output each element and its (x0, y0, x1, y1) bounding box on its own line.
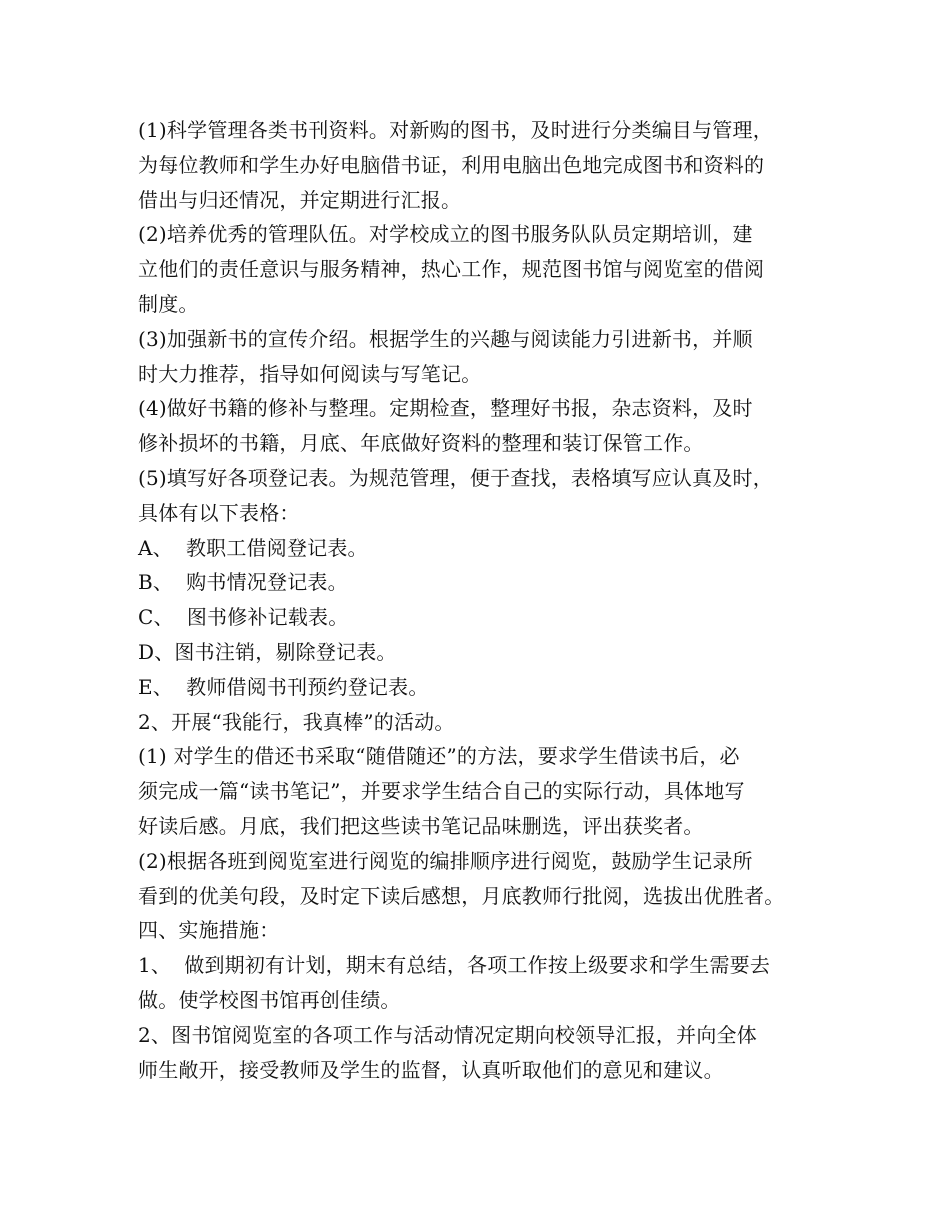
text-line: (1)科学管理各类书刊资料。对新购的图书，及时进行分类编目与管理， (138, 118, 773, 142)
text-line: 看到的优美句段，及时定下读后感想，月底教师行批阅，选拔出优胜者。 (138, 883, 785, 908)
text-line: 师生敞开，接受教师及学生的监督，认真听取他们的意见和建议。 (138, 1057, 724, 1082)
text-line: 须完成一篇“读书笔记”，并要求学生结合自己的实际行动，具体地写 (138, 779, 745, 804)
text-line: 为每位教师和学生办好电脑借书证，利用电脑出色地完成图书和资料的 (138, 152, 765, 177)
text-line: (2)培养优秀的管理队伍。对学校成立的图书服务队队员定期培训，建 (138, 222, 753, 247)
document-body (138, 113, 838, 1087)
text-line: 1、 做到期初有计划，期末有总结，各项工作按上级要求和学生需要去 (138, 953, 771, 978)
text-line: 做。使学校图书馆再创佳绩。 (138, 987, 401, 1012)
text-line: 2、图书馆阅览室的各项工作与活动情况定期向校领导汇报，并向全体 (138, 1022, 757, 1047)
list-item: E、 教师借阅书刊预约登记表。 (138, 674, 429, 699)
text-line: (3)加强新书的宣传介绍。根据学生的兴趣与阅读能力引进新书，并顺 (138, 326, 753, 351)
text-line: (1) 对学生的借还书采取“随借随还”的方法，要求学生借读书后，必 (138, 744, 740, 769)
list-item: B、 购书情况登记表。 (138, 570, 348, 595)
text-line: 具体有以下表格： (138, 500, 300, 525)
text-line: (4)做好书籍的修补与整理。定期检查，整理好书报，杂志资料，及时 (138, 396, 753, 421)
text-line: (5)填写好各项登记表。为规范管理，便于查找，表格填写应认真及时， (138, 465, 773, 490)
text-line: 修补损坏的书籍，月底、年底做好资料的整理和装订保管工作。 (138, 431, 704, 456)
text-line: 借出与归还情况，并定期进行汇报。 (138, 187, 462, 212)
list-item: C、 图书修补记载表。 (138, 605, 349, 630)
text-line: 好读后感。月底，我们把这些读书笔记品味删选，评出获奖者。 (138, 813, 704, 838)
list-item: A、 教职工借阅登记表。 (138, 535, 368, 560)
text-line: (2)根据各班到阅览室进行阅览的编排顺序进行阅览，鼓励学生记录所 (138, 848, 753, 873)
text-line: 制度。 (138, 291, 199, 316)
section-heading: 四、实施措施： (138, 918, 280, 943)
text-line: 时大力推荐，指导如何阅读与写笔记。 (138, 361, 482, 386)
list-item: D、图书注销，剔除登记表。 (138, 639, 397, 664)
text-line: 立他们的责任意识与服务精神，热心工作，规范图书馆与阅览室的借阅 (138, 257, 765, 282)
section-heading: 2、开展“我能行，我真棒”的活动。 (138, 709, 455, 734)
